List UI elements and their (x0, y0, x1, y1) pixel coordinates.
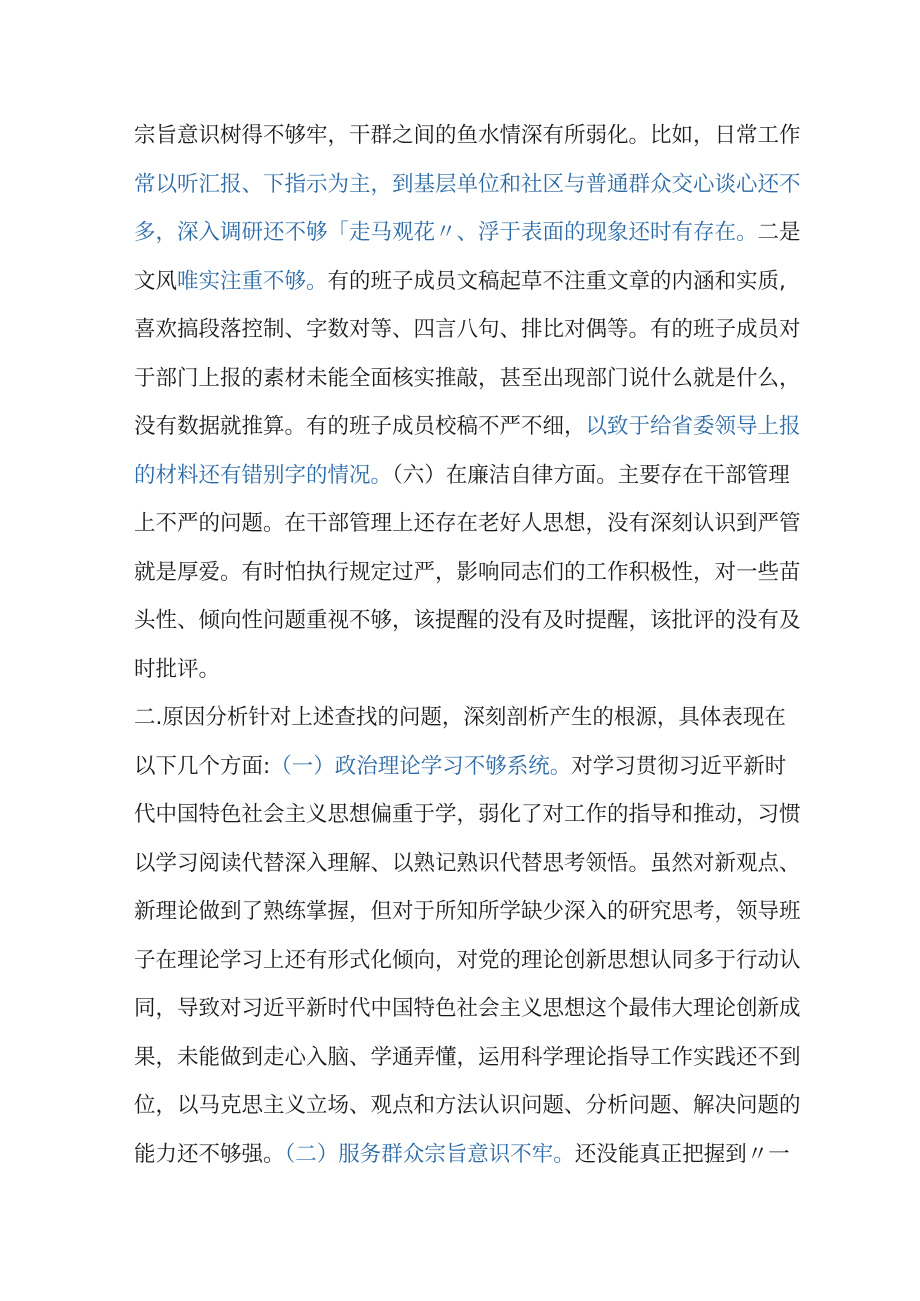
highlighted-text: （一）政治理论学习不够系统。 (270, 753, 572, 779)
text-segment: 还没能真正把握到〃一 (574, 1141, 790, 1167)
text-segment: 二是 (757, 220, 801, 245)
text-line (134, 112, 814, 161)
text-segment: 果，未能做到走心入脑、学通弄懂，运用科学理论指导工作实践还不到 (134, 1044, 801, 1070)
text-segment: 头性、倾向性问题重视不够，该提醒的没有及时提醒，该批评的没有及 (134, 608, 801, 633)
text-segment: 时批评。 (134, 656, 221, 682)
text-segment: 没有数据就推算。有的班子成员校稿不严不细， (134, 414, 586, 439)
text-segment: 文风 (134, 268, 178, 294)
text-segment: 于部门上报的素材未能全面核实推敲，甚至出现部门说什么就是什么， (134, 365, 801, 391)
text-line (134, 791, 814, 840)
text-segment: 同，导致对习近平新时代中国特色社会主义思想这个最伟大理论创新成 (134, 996, 801, 1021)
text-line (134, 258, 814, 307)
text-segment: 位，以马克思主义立场、观点和方法认识问题、分析问题、解决问题的 (134, 1093, 801, 1118)
highlighted-text: （二）服务群众宗旨意识不牢。 (284, 1141, 575, 1167)
highlighted-text: 常以听汇报、下指示为主，到基层单位和社区与普通群众交心谈心还不 (134, 171, 801, 197)
text-line (134, 355, 814, 404)
text-line (134, 937, 814, 986)
text-segment: 就是厚爱。有时怕执行规定过严，影响同志们的工作积极性，对一些苗 (134, 559, 801, 585)
highlighted-text: 多，深入调研还不够「走马观花〃、浮于表面的现象还时有存在。 (134, 220, 758, 245)
text-line (134, 306, 814, 355)
text-segment: （六）在廉洁自律方面。主要存在干部管理 (392, 462, 790, 488)
text-line (134, 646, 814, 695)
body-text (134, 112, 814, 1179)
text-line (134, 1082, 814, 1131)
text-segment: 新理论做到了熟练掌握，但对于所知所学缺少深入的研究思考，领导班 (134, 899, 801, 924)
text-segment: 喜欢搞段落控制、字数对等、四言八句、排比对偶等。有的班子成员对 (134, 317, 801, 342)
text-line (134, 597, 814, 646)
highlighted-text: 唯实注重不够。 (177, 268, 328, 294)
text-segment: 代中国特色社会主义思想偏重于学，弱化了对工作的指导和推动，习惯 (134, 802, 801, 827)
text-segment: 能力还不够强。 (134, 1141, 285, 1167)
text-line (134, 1034, 814, 1083)
highlighted-text: 以致于给省委领导上报 (585, 414, 801, 439)
text-segment: 以学习阅读代替深入理解、以熟记熟识代替思考领悟。虽然对新观点、 (134, 850, 801, 876)
text-line (134, 840, 814, 889)
text-line (134, 1131, 814, 1180)
text-line (134, 209, 814, 258)
text-segment: 宗旨意识树得不够牢，干群之间的鱼水情深有所弱化。比如，日常工作 (134, 123, 801, 148)
text-segment: 子在理论学习上还有形式化倾向，对党的理论创新思想认同多于行动认 (134, 947, 801, 973)
text-line (134, 985, 814, 1034)
text-line (134, 888, 814, 937)
text-segment: 以下几个方面: (134, 753, 271, 779)
text-segment: 上不严的问题。在干部管理上还存在老好人思想，没有深刻认识到严管 (134, 511, 801, 536)
text-line (134, 452, 814, 501)
text-segment: 二.原因分析针对上述查找的问题，深刻剖析产生的根源，具体表现在 (134, 705, 786, 730)
text-line (134, 500, 814, 549)
text-segment: 有的班子成员文稿起草不注重文章的内涵和实质, (327, 268, 786, 294)
text-line (134, 694, 814, 743)
text-line (134, 743, 814, 792)
text-line (134, 161, 814, 210)
text-segment: 对学习贯彻习近平新时 (571, 753, 787, 779)
text-line (134, 403, 814, 452)
highlighted-text: 的材料还有错别字的情况。 (134, 462, 393, 488)
text-line (134, 549, 814, 598)
